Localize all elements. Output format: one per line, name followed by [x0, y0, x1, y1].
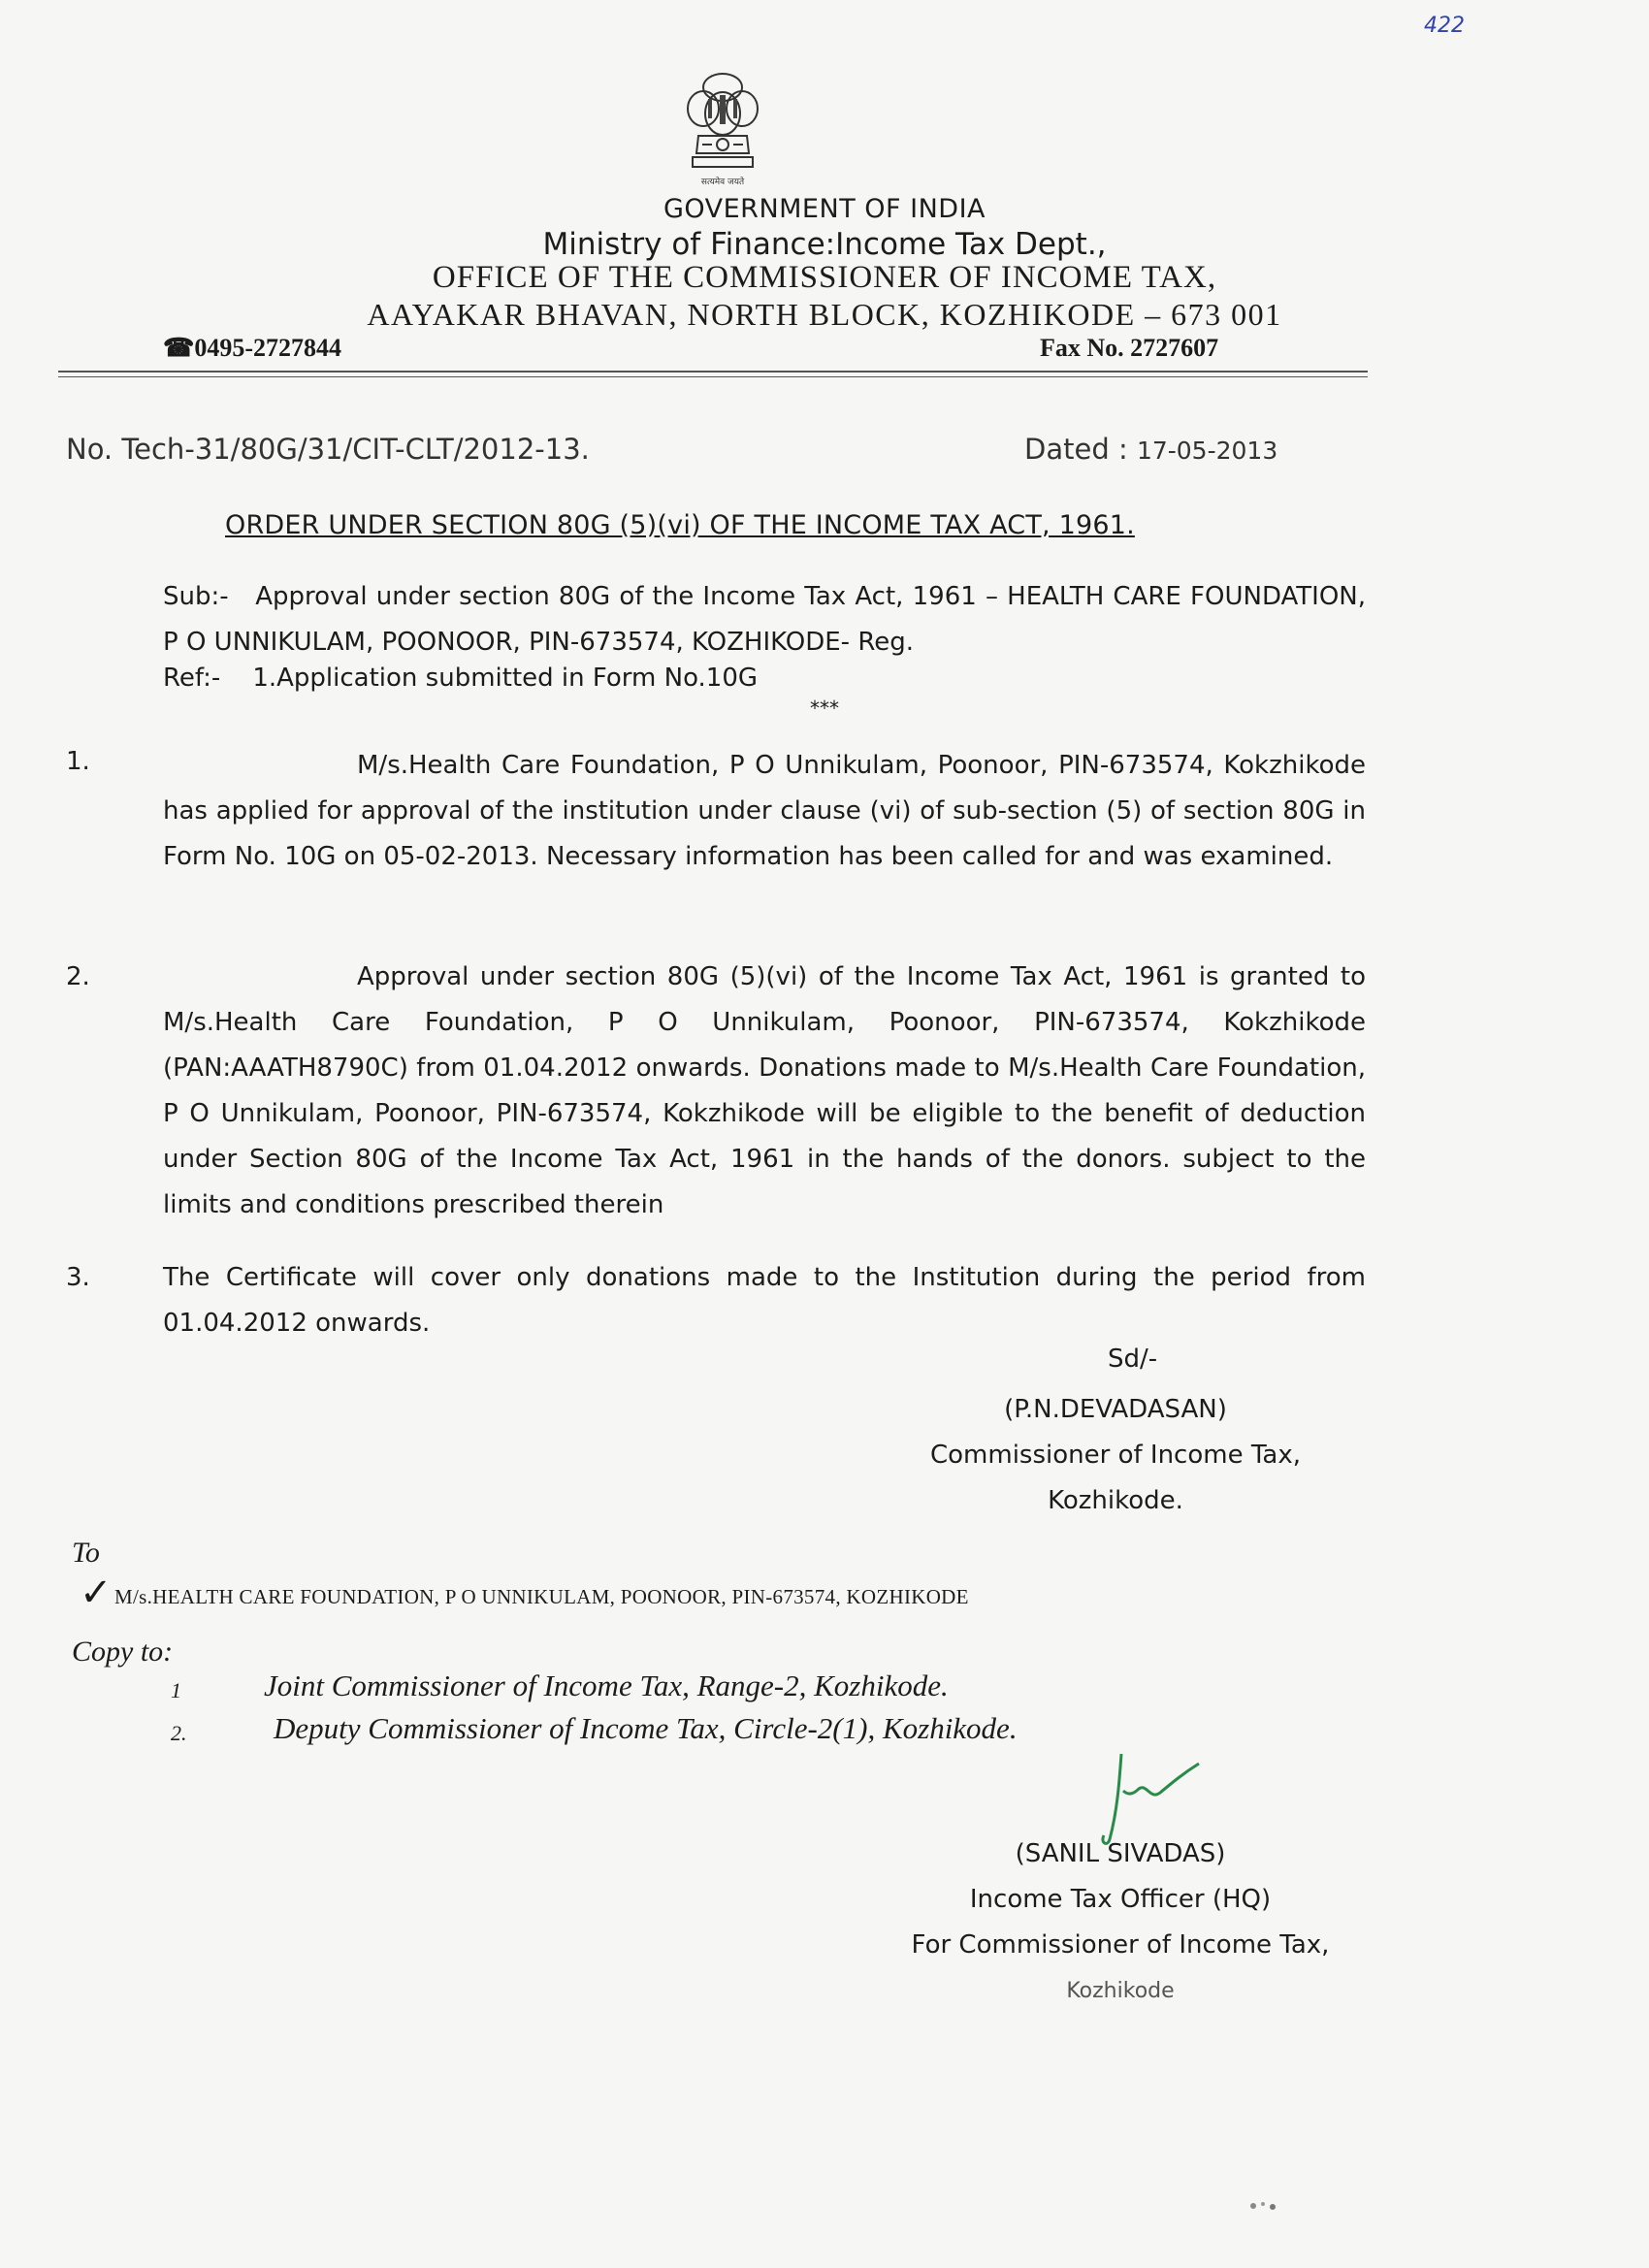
to-label: To [72, 1537, 100, 1569]
government-heading: GOVERNMENT OF INDIA [663, 194, 986, 224]
ref-text: 1.Application submitted in Form No.10G [252, 664, 759, 693]
attestation-name: (SANIL SIVADAS) [1015, 1839, 1226, 1868]
signatory-name: (P.N.DEVADASAN) [1004, 1395, 1227, 1424]
paragraph-2: Approval under section 80G (5)(vi) of the Income Tax Act, 1961 is granted to M/s.Health Care Foundation, P O Unnikulam, Poonoor, PIN-673574, Kokzhikode (PAN:AAATH8790C) from 01.04.2012 onwards. Donations made to M/s.Health Care Foundation, P O Unnikulam, Poonoor, PIN-673574, Kokzhikode will be eligible to the benefit of deduction under Section 80G of the Income Tax Act, 1961 in the hands of the donors. subject to the limits and conditions prescribed therein [163, 962, 1366, 1219]
reference-number: No. Tech-31/80G/31/CIT-CLT/2012-13. [66, 433, 590, 466]
attestation-block [883, 1831, 1358, 2014]
scan-speck [1245, 2196, 1280, 2214]
order-title: ORDER UNDER SECTION 80G (5)(vi) OF THE INCOME TAX ACT, 1961. [225, 510, 1135, 540]
attestation-for-line: For Commissioner of Income Tax, [911, 1930, 1330, 1960]
phone-number [163, 334, 341, 363]
paragraph-number: 2. [66, 962, 90, 991]
paragraph-3: The Certificate will cover only donations made to the Institution during the period from 01.04.2012 onwards. [163, 1263, 1366, 1338]
dated-line [1024, 433, 1277, 466]
signed-mark: Sd/- [1108, 1345, 1158, 1374]
paragraph-number: 3. [66, 1263, 90, 1292]
attestation-designation: Income Tax Officer (HQ) [969, 1885, 1272, 1914]
signatory-place: Kozhikode. [1048, 1486, 1183, 1515]
addressee-address: M/s.HEALTH CARE FOUNDATION, P O UNNIKULAM, POONOOR, PIN-673574, KOZHIKODE [114, 1585, 969, 1608]
check-mark-icon: ✓ [80, 1571, 113, 1614]
ref-label: Ref:- [163, 664, 221, 693]
office-address: AAYAKAR BHAVAN, NORTH BLOCK, KOZHIKODE – 673 001 [367, 297, 1282, 332]
paragraph-number: 1. [66, 747, 90, 776]
dated-label: Dated : [1024, 433, 1128, 466]
dated-value: 17-05-2013 [1136, 437, 1278, 465]
subject-line [163, 574, 1366, 665]
ref-line [163, 656, 758, 701]
header-rule-top [58, 371, 1368, 373]
signatory-block [912, 1387, 1319, 1524]
ministry-heading: Ministry of Finance:Income Tax Dept., [542, 227, 1107, 262]
paragraph-1: M/s.Health Care Foundation, P O Unnikulam, Poonoor, PIN-673574, Kokzhikode has applied for approval of the institution under clause (vi) of sub-section (5) of section 80G in Form No. 10G on 05-02-2013. Necessary information has been called for and was examined. [163, 751, 1366, 871]
copy-item-1: Joint Commissioner of Income Tax, Range-2, Kozhikode. [264, 1669, 949, 1702]
fax-number: Fax No. 2727607 [1040, 334, 1219, 362]
separator: *** [810, 697, 839, 720]
office-heading: OFFICE OF THE COMMISSIONER OF INCOME TAX, [432, 260, 1217, 295]
subject-text: Approval under section 80G of the Income Tax Act, 1961 – HEALTH CARE FOUNDATION, P O UNNIKULAM, POONOOR, PIN-673574, KOZHIKODE- Reg. [163, 582, 1367, 657]
copy-item-number: 2. [171, 1721, 187, 1745]
signatory-designation: Commissioner of Income Tax, [929, 1441, 1301, 1470]
state-emblem-icon [669, 60, 776, 196]
phone-icon: ☎ [163, 334, 195, 362]
svg-text:सत्यमेव जयते: सत्यमेव जयते [700, 178, 745, 187]
copy-item-2: Deputy Commissioner of Income Tax, Circle-2(1), Kozhikode. [274, 1711, 1018, 1745]
header-rule-bottom [58, 376, 1368, 377]
attestation-place: Kozhikode [1066, 1979, 1175, 2003]
copy-item-number: 1 [171, 1678, 181, 1702]
copy-to-label: Copy to: [72, 1636, 174, 1668]
subject-label: Sub:- [163, 582, 229, 611]
page-number-note: 422 [1424, 14, 1465, 38]
phone-value: 0495-2727844 [194, 334, 342, 362]
